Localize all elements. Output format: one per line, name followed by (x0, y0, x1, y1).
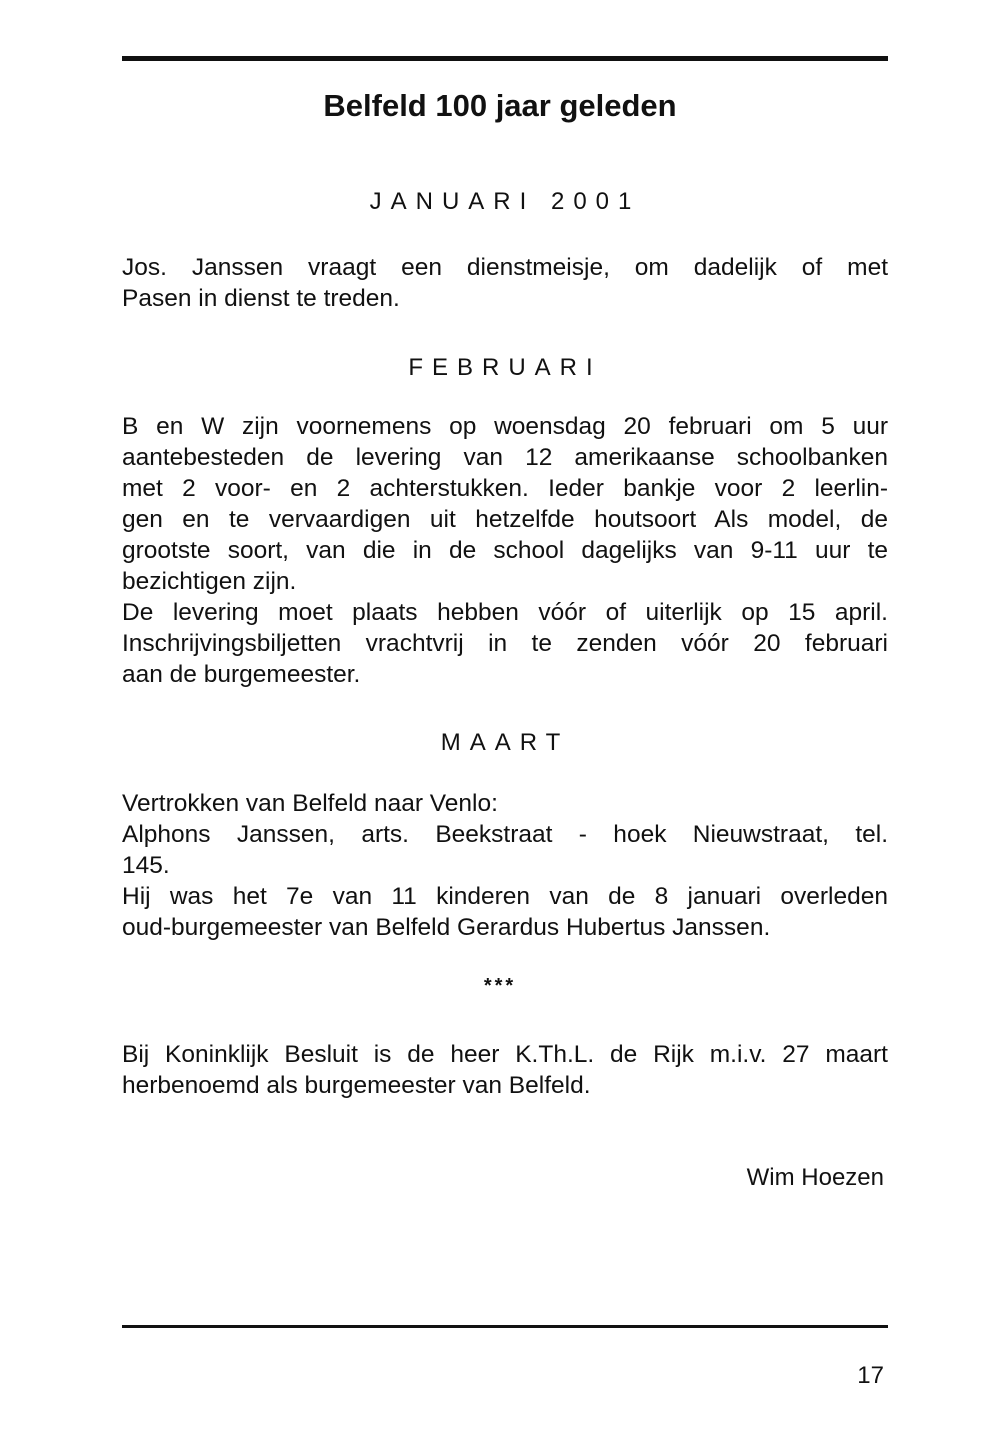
paragraph-line: Hij was het 7e van 11 kinderen van de 8 januari overleden (122, 883, 888, 910)
heading-maart: MAART (440, 729, 570, 756)
heading-januari: JANUARI 2001 (369, 188, 641, 215)
paragraph-line: Pasen in dienst te treden. (122, 285, 400, 312)
author-signature: Wim Hoezen (746, 1164, 884, 1191)
paragraph-line: De levering moet plaats hebben vóór of uiterlijk op 15 april. (122, 599, 888, 626)
page-number: 17 (857, 1362, 884, 1389)
heading-februari: FEBRUARI (408, 354, 602, 381)
paragraph-line: aan de burgemeester. (122, 661, 361, 688)
paragraph-line: oud-burgemeester van Belfeld Gerardus Hubertus Janssen. (122, 914, 771, 941)
paragraph-februari (122, 411, 888, 690)
paragraph-line: Vertrokken van Belfeld naar Venlo: (122, 790, 498, 817)
paragraph-line: herbenoemd als burgemeester van Belfeld. (122, 1072, 591, 1099)
bottom-rule (122, 1325, 888, 1328)
paragraph-line: grootste soort, van die in de school dagelijks van 9-11 uur te (122, 537, 888, 564)
paragraph-line: met 2 voor- en 2 achterstukken. Ieder bankje voor 2 leerlin- (122, 475, 888, 502)
paragraph-line: aantebesteden de levering van 12 amerikaanse schoolbanken (122, 444, 888, 471)
top-rule (122, 56, 888, 61)
paragraph-line: gen en te vervaardigen uit hetzelfde houtsoort Als model, de (122, 506, 888, 533)
paragraph-januari (122, 252, 888, 314)
paragraph-maart (122, 788, 888, 943)
section-separator: *** (483, 975, 517, 997)
page-title: Belfeld 100 jaar geleden (323, 88, 677, 123)
paragraph-line: 145. (122, 852, 170, 879)
paragraph-line: Alphons Janssen, arts. Beekstraat - hoek Nieuwstraat, tel. (122, 821, 888, 848)
paragraph-line: B en W zijn voornemens op woensdag 20 februari om 5 uur (122, 413, 888, 440)
paragraph-line: Bij Koninklijk Besluit is de heer K.Th.L. de Rijk m.i.v. 27 maart (122, 1041, 888, 1068)
paragraph-line: Jos. Janssen vraagt een dienstmeisje, om dadelijk of met (122, 254, 888, 281)
paragraph-line: bezichtigen zijn. (122, 568, 297, 595)
paragraph-line: Inschrijvingsbiljetten vrachtvrij in te zenden vóór 20 februari (122, 630, 888, 657)
paragraph-besluit (122, 1039, 888, 1101)
